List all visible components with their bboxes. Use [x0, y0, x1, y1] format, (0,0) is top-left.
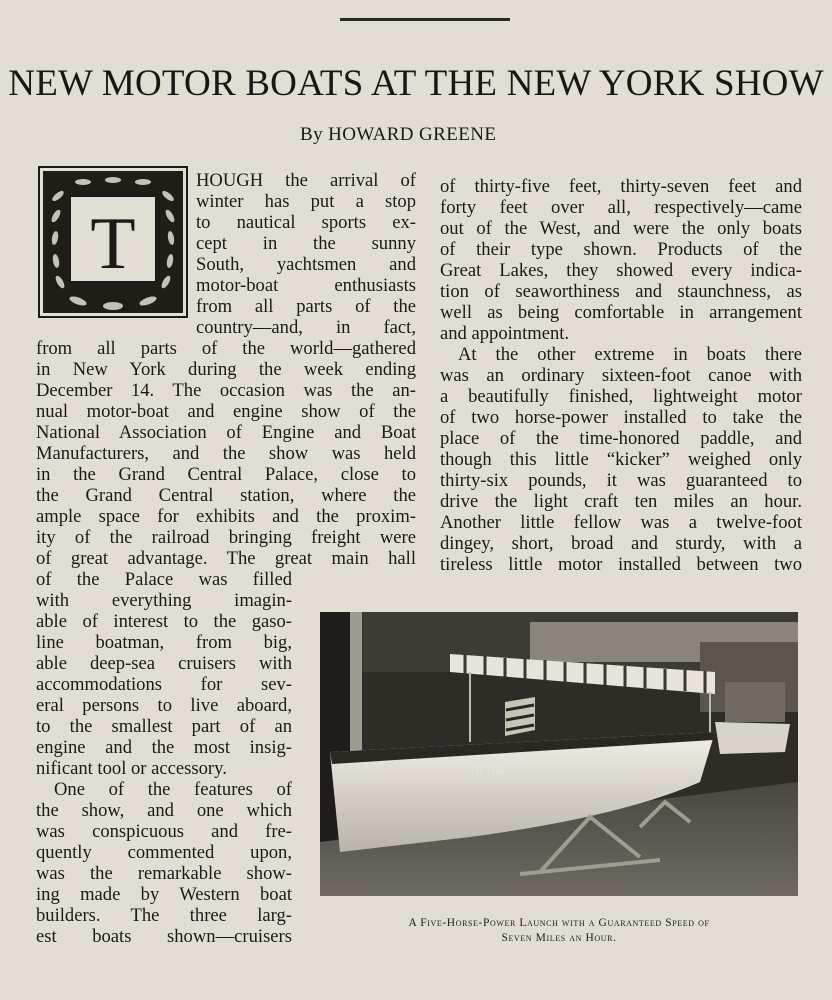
text-line: ing made by Western boat — [36, 884, 292, 905]
text-line: with everything imagin- — [36, 590, 292, 611]
text-line: At the other extreme in boats there — [458, 344, 802, 365]
caption-line-1: A Five-Horse-Power Launch with a Guaranteed Speed of — [408, 917, 710, 929]
text-line: cept in the sunny — [196, 233, 416, 254]
text-line: to nautical sports ex- — [196, 212, 416, 233]
text-line: nificant tool or accessory. — [36, 758, 227, 779]
text-line: out of the West, and were the only boats — [440, 218, 802, 239]
text-line: though this little “kicker” weighed only — [440, 449, 802, 470]
photo-caption — [320, 916, 798, 946]
boat-name-label: VICTOR — [470, 766, 505, 777]
text-line: December 14. The occasion was the an- — [36, 380, 416, 401]
text-line: engine and the most insig- — [36, 737, 292, 758]
text-line: est boats shown—cruisers — [36, 926, 292, 947]
text-line: from all parts of the — [196, 296, 416, 317]
text-line: was the remarkable show- — [36, 863, 292, 884]
text-line: tion of seaworthiness and staunchness, as — [440, 281, 802, 302]
byline: By HOWARD GREENE — [300, 124, 497, 145]
text-line: motor-boat enthusiasts — [196, 275, 416, 296]
text-line: One of the features of — [54, 779, 292, 800]
text-line: nual motor-boat and engine show of the — [36, 401, 416, 422]
text-line: forty feet over all, respectively—came — [440, 197, 802, 218]
text-line: winter has put a stop — [196, 191, 416, 212]
text-line: well as being comfortable in arrangement — [440, 302, 802, 323]
text-line: National Association of Engine and Boat — [36, 422, 416, 443]
text-line: was an ordinary sixteen-foot canoe with — [440, 365, 802, 386]
text-line: line boatman, from big, — [36, 632, 292, 653]
launch-photograph — [320, 612, 798, 896]
text-line: of their type shown. Products of the — [440, 239, 802, 260]
right-column — [440, 176, 802, 575]
text-line: Another little fellow was a twelve-foot — [440, 512, 802, 533]
text-line: dingey, short, broad and sturdy, with a — [440, 533, 802, 554]
text-line: of great advantage. The great main hall — [36, 548, 416, 569]
text-line: was conspicuous and fre- — [36, 821, 292, 842]
text-line: to the smallest part of an — [36, 716, 292, 737]
text-line: and appointment. — [440, 323, 570, 344]
text-line: of the Palace was filled — [36, 569, 292, 590]
text-line: South, yachtsmen and — [196, 254, 416, 275]
text-line: HOUGH the arrival of — [196, 170, 416, 191]
text-line: quently commented upon, — [36, 842, 292, 863]
text-line: from all parts of the world—gathered — [36, 338, 416, 359]
text-line: ity of the railroad bringing freight were — [36, 527, 416, 548]
text-line: the show, and one which — [36, 800, 292, 821]
text-line: place of the time-honored paddle, and — [440, 428, 802, 449]
top-rule — [340, 18, 510, 21]
text-line: eral persons to live aboard, — [36, 695, 292, 716]
text-line: drive the light craft ten miles an hour. — [440, 491, 802, 512]
text-line: of thirty-five feet, thirty-seven feet and — [440, 176, 802, 197]
article-title: NEW MOTOR BOATS AT THE NEW YORK SHOW — [8, 63, 824, 104]
text-line: able deep-sea cruisers with — [36, 653, 292, 674]
text-line: builders. The three larg- — [36, 905, 292, 926]
text-line: in New York during the week ending — [36, 359, 416, 380]
text-line: country—and, in fact, — [196, 317, 416, 338]
text-line: the Grand Central station, where the — [36, 485, 416, 506]
text-line: ample space for exhibits and the proxim- — [36, 506, 416, 527]
text-line: tireless little motor installed between two — [440, 554, 802, 575]
text-line: Manufacturers, and the show was held — [36, 443, 416, 464]
text-line: Great Lakes, they showed every indica- — [440, 260, 802, 281]
text-line: able of interest to the gaso- — [36, 611, 292, 632]
text-line: of two horse-power installed to take the — [440, 407, 802, 428]
text-line: thirty-six pounds, it was guaranteed to — [440, 470, 802, 491]
drop-cap-letter: T — [90, 203, 136, 285]
text-line: a beautifully finished, lightweight motor — [440, 386, 802, 407]
text-line: in the Grand Central Palace, close to — [36, 464, 416, 485]
caption-line-2: Seven Miles an Hour. — [501, 932, 617, 944]
text-line: accommodations for sev- — [36, 674, 292, 695]
